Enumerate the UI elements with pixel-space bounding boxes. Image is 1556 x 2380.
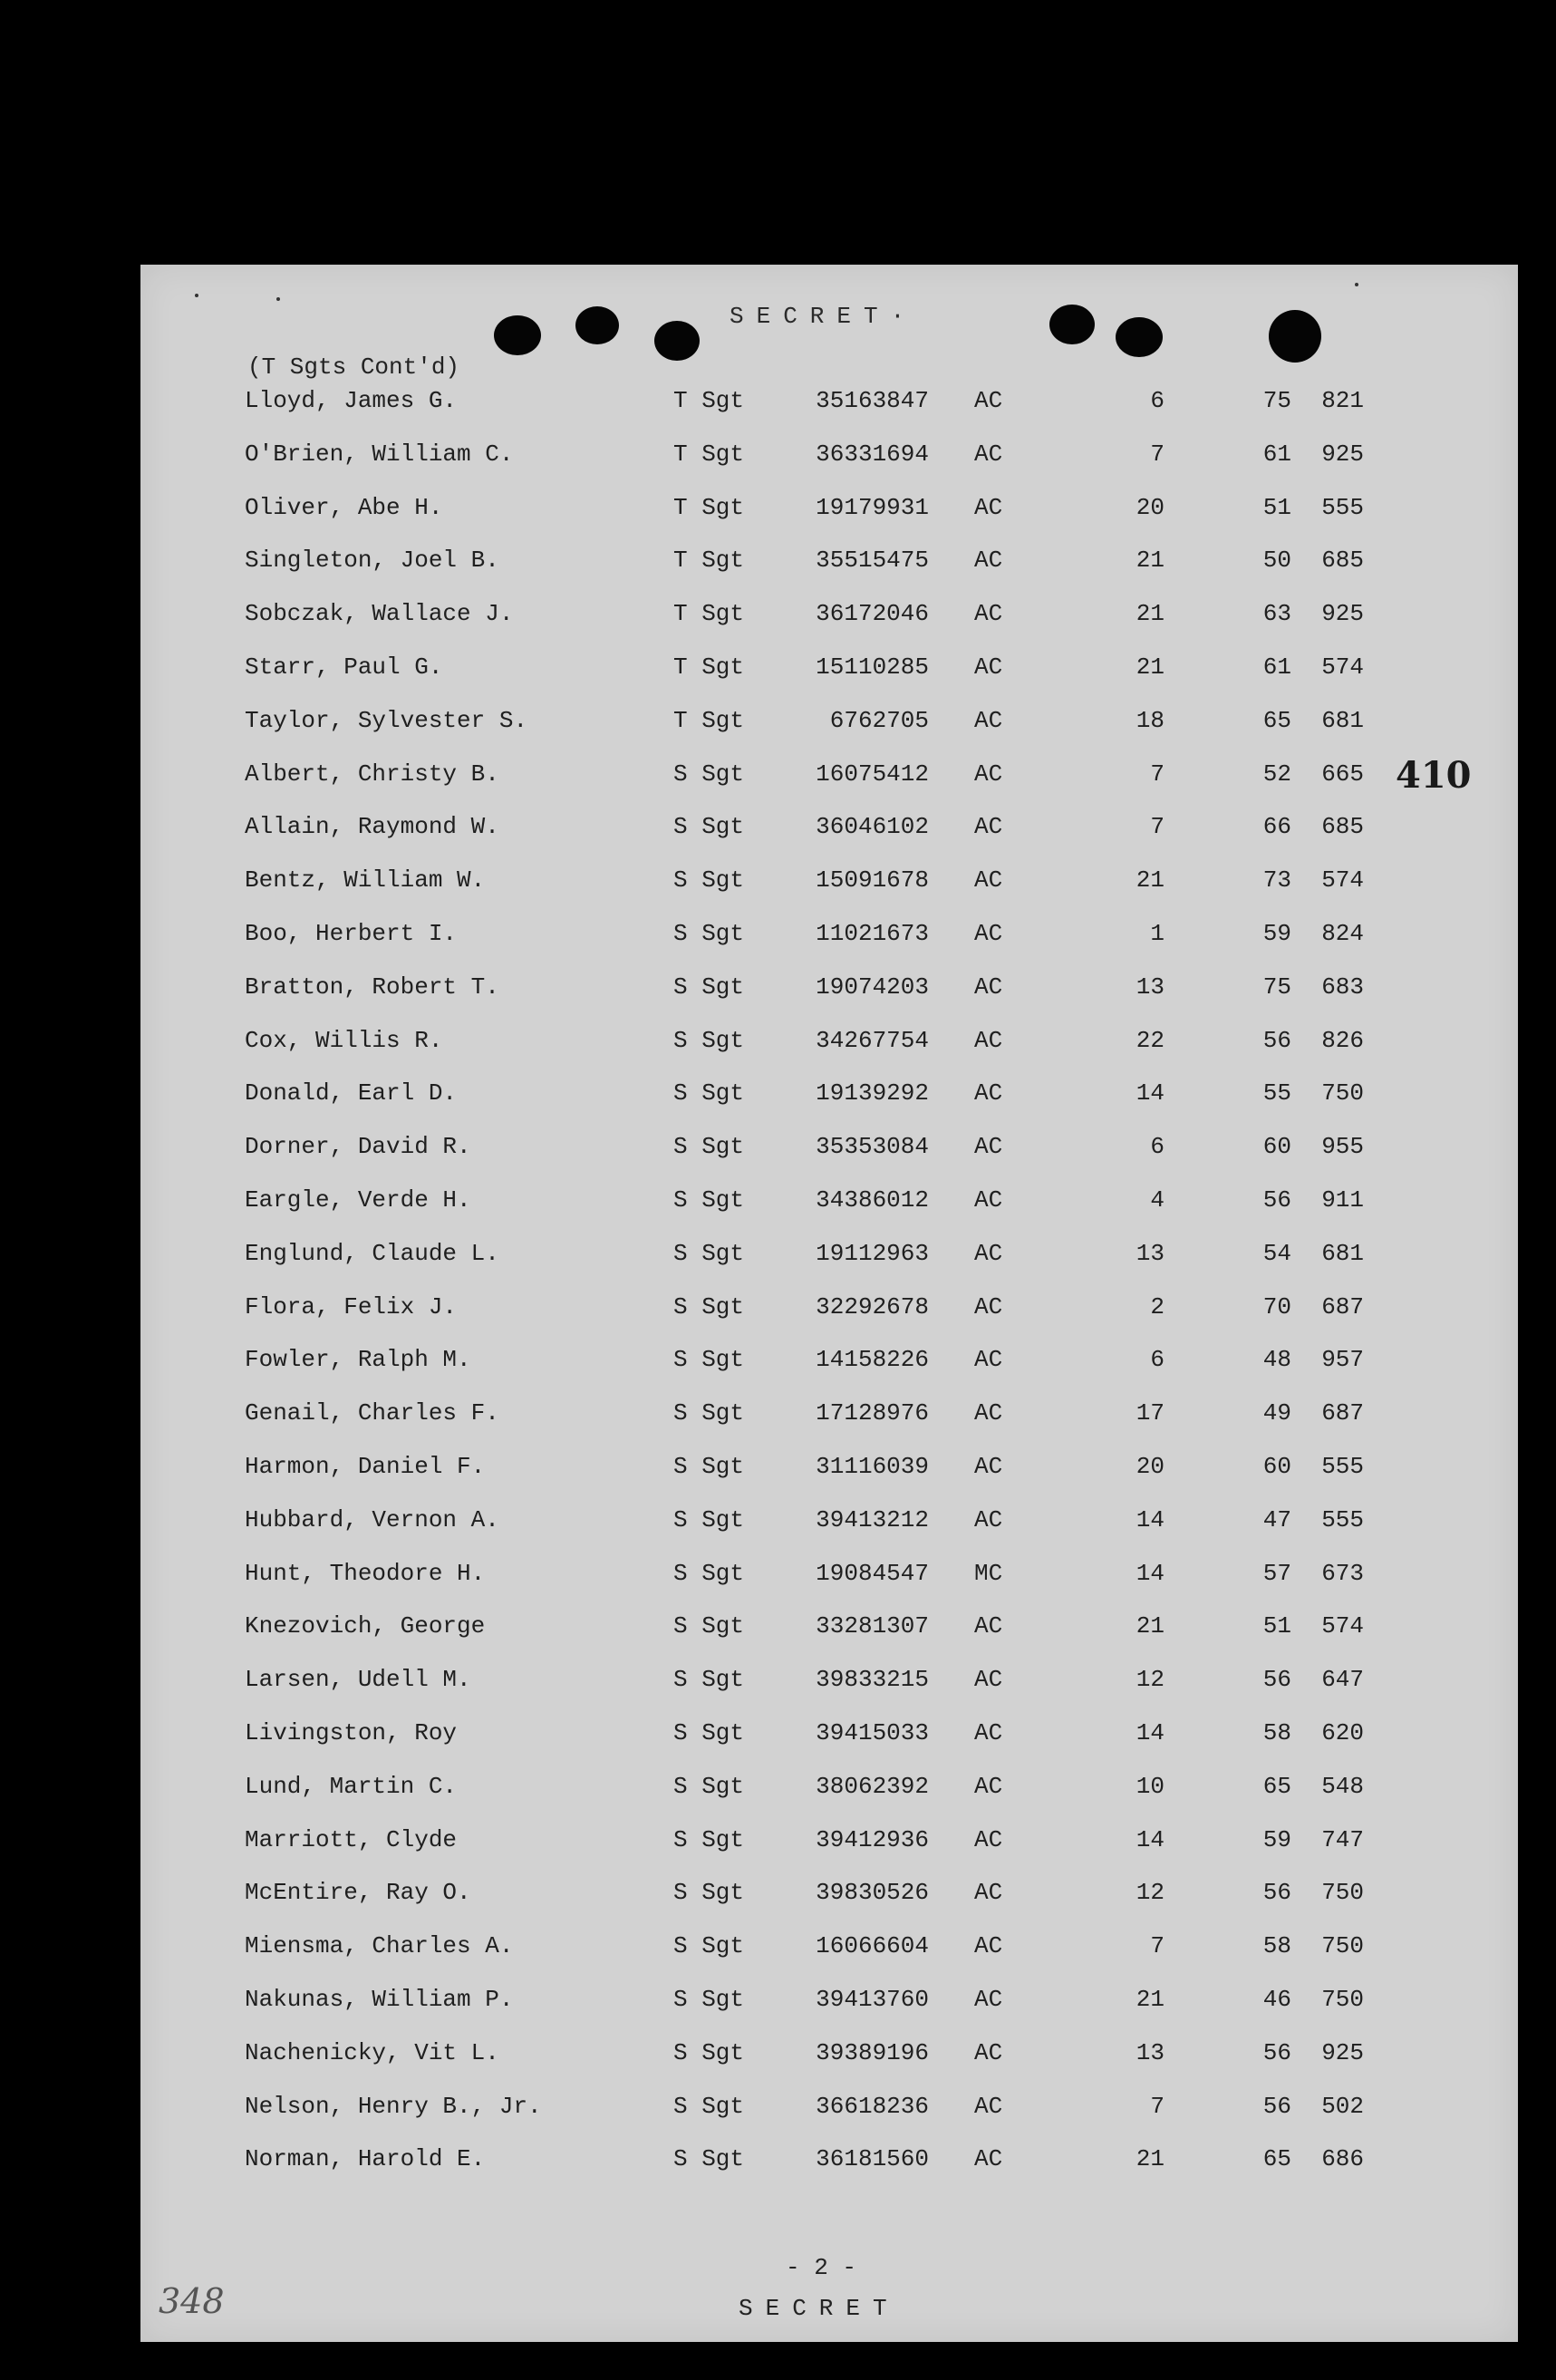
serial-number: 34267754 [816,1026,929,1054]
serial-number: 36618236 [816,2092,929,2120]
grade: S Sgt [673,2038,745,2066]
value-3: 681 [1321,706,1364,734]
serial-number: 19084547 [816,1559,929,1587]
serial-number: 39413212 [816,1505,929,1533]
branch: AC [974,1772,1003,1800]
value-1: 18 [1136,706,1165,734]
value-1: 13 [1136,1239,1165,1267]
paper-speck [1355,283,1358,286]
table-row [140,1879,1518,1932]
value-3: 750 [1321,1879,1364,1907]
value-3: 665 [1321,759,1364,788]
value-1: 1 [1150,919,1165,947]
serial-number: 31116039 [816,1452,929,1480]
grade: S Sgt [673,1185,745,1214]
person-name: Bentz, William W. [245,866,486,895]
value-2: 56 [1262,1879,1291,1907]
table-row [140,653,1518,707]
grade: S Sgt [673,2092,745,2120]
serial-number: 15091678 [816,866,929,895]
value-1: 6 [1150,1133,1165,1161]
continuation-label: (T Sgts Cont'd) [247,353,460,381]
branch: AC [974,1612,1003,1640]
table-row [140,866,1518,920]
value-1: 13 [1136,972,1165,1001]
branch: MC [974,1559,1003,1587]
branch: AC [974,1292,1003,1321]
value-1: 7 [1150,2092,1165,2120]
table-row [140,1293,1518,1347]
person-name: Larsen, Udell M. [245,1666,471,1694]
table-row [140,1240,1518,1293]
branch: AC [974,1346,1003,1374]
value-3: 685 [1321,813,1364,841]
value-2: 48 [1262,1346,1291,1374]
value-3: 673 [1321,1559,1364,1587]
value-1: 20 [1136,493,1165,521]
serial-number: 36331694 [816,440,929,468]
value-2: 73 [1262,866,1291,895]
value-3: 574 [1321,866,1364,895]
grade: S Sgt [673,759,745,788]
table-row [140,920,1518,973]
table-row [140,1506,1518,1560]
value-2: 59 [1262,1825,1291,1853]
person-name: Harmon, Daniel F. [245,1452,486,1480]
person-name: Flora, Felix J. [245,1292,458,1321]
branch: AC [974,387,1003,414]
branch: AC [974,547,1003,575]
table-row [140,1666,1518,1719]
value-3: 925 [1321,2038,1364,2066]
value-1: 2 [1150,1292,1165,1321]
value-1: 14 [1136,1718,1165,1746]
value-1: 7 [1150,759,1165,788]
serial-number: 39389196 [816,2038,929,2066]
table-row [140,1773,1518,1826]
table-row [140,973,1518,1027]
table-row [140,1986,1518,2039]
serial-number: 36181560 [816,2145,929,2173]
value-3: 750 [1321,1985,1364,2013]
header-classification: SECRET· [730,303,918,330]
person-name: Singleton, Joel B. [245,547,499,575]
value-3: 747 [1321,1825,1364,1853]
value-3: 502 [1321,2092,1364,2120]
grade: S Sgt [673,1026,745,1054]
serial-number: 17128976 [816,1399,929,1427]
grade: S Sgt [673,972,745,1001]
table-row [140,1560,1518,1613]
value-2: 46 [1262,1985,1291,2013]
value-3: 555 [1321,493,1364,521]
serial-number: 39833215 [816,1666,929,1694]
serial-number: 19112963 [816,1239,929,1267]
branch: AC [974,493,1003,521]
value-3: 548 [1321,1772,1364,1800]
person-name: Eargle, Verde H. [245,1185,471,1214]
grade: S Sgt [673,1399,745,1427]
value-1: 14 [1136,1505,1165,1533]
value-2: 65 [1262,706,1291,734]
person-name: Lund, Martin C. [245,1772,458,1800]
value-2: 49 [1262,1399,1291,1427]
document-page [140,265,1518,2342]
value-1: 21 [1136,1985,1165,2013]
branch: AC [974,706,1003,734]
value-1: 7 [1150,1932,1165,1960]
value-3: 555 [1321,1452,1364,1480]
value-2: 61 [1262,653,1291,681]
grade: S Sgt [673,1932,745,1960]
person-name: Cox, Willis R. [245,1026,443,1054]
branch: AC [974,1505,1003,1533]
grade: T Sgt [673,440,745,468]
value-2: 51 [1262,493,1291,521]
value-2: 65 [1262,1772,1291,1800]
branch: AC [974,1666,1003,1694]
table-row [140,2039,1518,2093]
value-3: 925 [1321,440,1364,468]
branch: AC [974,919,1003,947]
value-2: 56 [1262,1185,1291,1214]
grade: S Sgt [673,1505,745,1533]
value-3: 686 [1321,2145,1364,2173]
table-row [140,547,1518,600]
person-name: Nakunas, William P. [245,1985,514,2013]
serial-number: 33281307 [816,1612,929,1640]
serial-number: 35353084 [816,1133,929,1161]
value-1: 21 [1136,600,1165,628]
grade: S Sgt [673,1452,745,1480]
branch: AC [974,1879,1003,1907]
person-name: Sobczak, Wallace J. [245,600,514,628]
value-3: 555 [1321,1505,1364,1533]
grade: S Sgt [673,1292,745,1321]
value-1: 14 [1136,1559,1165,1587]
serial-number: 16075412 [816,759,929,788]
value-1: 7 [1150,813,1165,841]
value-2: 55 [1262,1079,1291,1108]
person-name: Genail, Charles F. [245,1399,499,1427]
value-2: 60 [1262,1133,1291,1161]
value-3: 911 [1321,1185,1364,1214]
value-1: 14 [1136,1825,1165,1853]
table-row [140,1027,1518,1080]
table-row [140,2093,1518,2146]
value-2: 60 [1262,1452,1291,1480]
value-3: 750 [1321,1079,1364,1108]
branch: AC [974,653,1003,681]
serial-number: 35163847 [816,387,929,414]
person-name: Bratton, Robert T. [245,972,499,1001]
paper-speck [195,294,198,297]
value-2: 70 [1262,1292,1291,1321]
value-2: 54 [1262,1239,1291,1267]
branch: AC [974,1079,1003,1108]
branch: AC [974,1239,1003,1267]
value-2: 75 [1262,387,1291,414]
grade: S Sgt [673,1079,745,1108]
person-name: Fowler, Ralph M. [245,1346,471,1374]
value-2: 56 [1262,1026,1291,1054]
grade: T Sgt [673,706,745,734]
grade: S Sgt [673,2145,745,2173]
grade: S Sgt [673,1772,745,1800]
serial-number: 19139292 [816,1079,929,1108]
person-name: Oliver, Abe H. [245,493,443,521]
person-name: Lloyd, James G. [245,387,458,414]
grade: T Sgt [673,600,745,628]
value-1: 4 [1150,1185,1165,1214]
branch: AC [974,1718,1003,1746]
value-3: 574 [1321,1612,1364,1640]
serial-number: 14158226 [816,1346,929,1374]
serial-number: 15110285 [816,653,929,681]
value-1: 21 [1136,547,1165,575]
serial-number: 36046102 [816,813,929,841]
person-name: Nachenicky, Vit L. [245,2038,499,2066]
footer-classification: SECRET [739,2295,900,2322]
person-name: Taylor, Sylvester S. [245,706,528,734]
branch: AC [974,972,1003,1001]
person-name: Marriott, Clyde [245,1825,458,1853]
value-2: 65 [1262,2145,1291,2173]
value-2: 66 [1262,813,1291,841]
value-3: 683 [1321,972,1364,1001]
table-row [140,1399,1518,1453]
grade: S Sgt [673,1718,745,1746]
person-name: Albert, Christy B. [245,759,499,788]
value-3: 925 [1321,600,1364,628]
value-1: 7 [1150,440,1165,468]
value-3: 826 [1321,1026,1364,1054]
person-name: Hunt, Theodore H. [245,1559,486,1587]
branch: AC [974,1185,1003,1214]
value-3: 685 [1321,547,1364,575]
value-2: 75 [1262,972,1291,1001]
person-name: Allain, Raymond W. [245,813,499,841]
person-name: Boo, Herbert I. [245,919,458,947]
person-name: Norman, Harold E. [245,2145,486,2173]
serial-number: 34386012 [816,1185,929,1214]
value-1: 21 [1136,653,1165,681]
value-1: 20 [1136,1452,1165,1480]
value-3: 955 [1321,1133,1364,1161]
table-row [140,2145,1518,2199]
value-1: 22 [1136,1026,1165,1054]
punch-hole [575,306,619,344]
value-3: 687 [1321,1292,1364,1321]
person-name: Englund, Claude L. [245,1239,499,1267]
branch: AC [974,1399,1003,1427]
handwritten-note: 348 [159,2281,225,2321]
value-3: 620 [1321,1718,1364,1746]
serial-number: 19074203 [816,972,929,1001]
branch: AC [974,1452,1003,1480]
branch: AC [974,1825,1003,1853]
value-2: 56 [1262,2092,1291,2120]
grade: S Sgt [673,1346,745,1374]
value-2: 47 [1262,1505,1291,1533]
value-1: 6 [1150,1346,1165,1374]
table-row [140,1932,1518,1986]
value-2: 58 [1262,1932,1291,1960]
table-row [140,1719,1518,1773]
value-3: 824 [1321,919,1364,947]
grade: S Sgt [673,866,745,895]
serial-number: 39830526 [816,1879,929,1907]
grade: S Sgt [673,1666,745,1694]
branch: AC [974,440,1003,468]
branch: AC [974,759,1003,788]
value-1: 12 [1136,1666,1165,1694]
grade: S Sgt [673,1239,745,1267]
grade: T Sgt [673,493,745,521]
serial-number: 39412936 [816,1825,929,1853]
value-3: 821 [1321,387,1364,414]
roster-list [140,387,1518,2199]
table-row [140,1612,1518,1666]
grade: T Sgt [673,387,745,414]
punch-hole [1116,317,1163,357]
table-row [140,1453,1518,1506]
table-row [140,440,1518,494]
person-name: Livingston, Roy [245,1718,458,1746]
value-2: 52 [1262,759,1291,788]
table-row [140,813,1518,866]
value-3: 957 [1321,1346,1364,1374]
value-3: 687 [1321,1399,1364,1427]
person-name: Miensma, Charles A. [245,1932,514,1960]
grade: S Sgt [673,1612,745,1640]
value-1: 12 [1136,1879,1165,1907]
grade: S Sgt [673,1559,745,1587]
grade: S Sgt [673,1879,745,1907]
punch-hole [1049,305,1095,344]
grade: S Sgt [673,919,745,947]
branch: AC [974,1985,1003,2013]
serial-number: 35515475 [816,547,929,575]
value-2: 56 [1262,1666,1291,1694]
person-name: Starr, Paul G. [245,653,443,681]
value-1: 21 [1136,866,1165,895]
grade: T Sgt [673,653,745,681]
person-name: Donald, Earl D. [245,1079,458,1108]
serial-number: 19179931 [816,493,929,521]
table-row [140,1186,1518,1240]
table-row [140,1133,1518,1186]
table-row [140,387,1518,440]
grade: T Sgt [673,547,745,575]
punch-hole [654,321,700,361]
value-1: 21 [1136,2145,1165,2173]
value-2: 50 [1262,547,1291,575]
serial-number: 39415033 [816,1718,929,1746]
serial-number: 6762705 [829,706,929,734]
serial-number: 32292678 [816,1292,929,1321]
value-2: 63 [1262,600,1291,628]
branch: AC [974,2038,1003,2066]
value-2: 51 [1262,1612,1291,1640]
grade: S Sgt [673,1825,745,1853]
person-name: Nelson, Henry B., Jr. [245,2092,542,2120]
page-number: - 2 - [786,2254,857,2281]
value-3: 574 [1321,653,1364,681]
value-1: 6 [1150,387,1165,414]
branch: AC [974,2092,1003,2120]
branch: AC [974,866,1003,895]
branch: AC [974,1026,1003,1054]
value-2: 61 [1262,440,1291,468]
branch: AC [974,1932,1003,1960]
value-3: 750 [1321,1932,1364,1960]
serial-number: 16066604 [816,1932,929,1960]
table-row [140,600,1518,653]
serial-number: 38062392 [816,1772,929,1800]
value-1: 14 [1136,1079,1165,1108]
branch: AC [974,600,1003,628]
table-row [140,707,1518,760]
value-2: 56 [1262,2038,1291,2066]
value-3: 647 [1321,1666,1364,1694]
value-1: 10 [1136,1772,1165,1800]
paper-speck [276,297,280,301]
table-row [140,494,1518,547]
value-2: 57 [1262,1559,1291,1587]
table-row [140,1079,1518,1133]
person-name: Dorner, David R. [245,1133,471,1161]
table-row [140,1826,1518,1880]
table-row [140,1346,1518,1399]
margin-stamp-number: 410 [1396,754,1472,797]
person-name: O'Brien, William C. [245,440,514,468]
serial-number: 11021673 [816,919,929,947]
serial-number: 36172046 [816,600,929,628]
serial-number: 39413760 [816,1985,929,2013]
punch-hole [494,315,541,355]
value-1: 21 [1136,1612,1165,1640]
value-3: 681 [1321,1239,1364,1267]
grade: S Sgt [673,1133,745,1161]
person-name: Knezovich, George [245,1612,486,1640]
grade: S Sgt [673,813,745,841]
value-2: 59 [1262,919,1291,947]
branch: AC [974,813,1003,841]
value-1: 13 [1136,2038,1165,2066]
person-name: Hubbard, Vernon A. [245,1505,499,1533]
punch-hole [1269,310,1321,363]
branch: AC [974,1133,1003,1161]
table-row [140,760,1518,814]
value-1: 17 [1136,1399,1165,1427]
value-2: 58 [1262,1718,1291,1746]
grade: S Sgt [673,1985,745,2013]
person-name: McEntire, Ray O. [245,1879,471,1907]
branch: AC [974,2145,1003,2173]
